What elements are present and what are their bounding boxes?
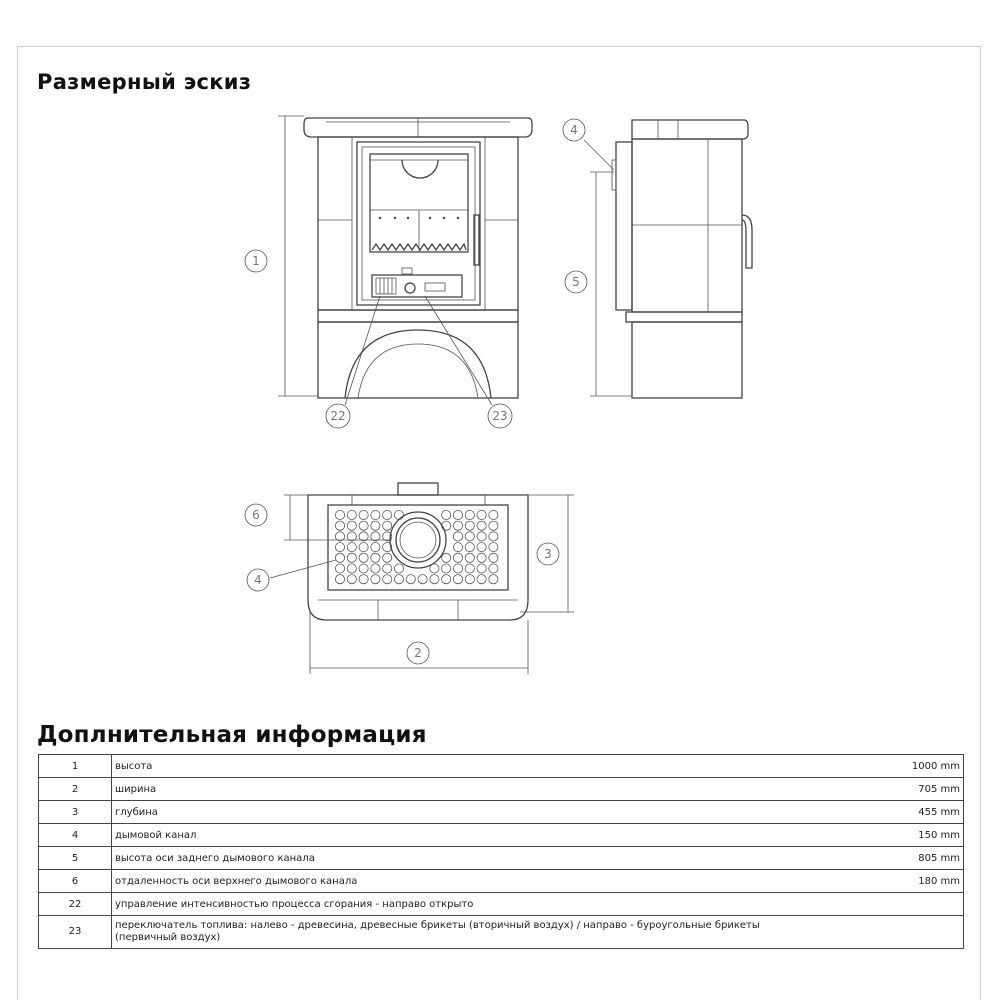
callout-4	[563, 119, 585, 141]
row-number: 5	[39, 847, 112, 870]
grate-hole	[371, 564, 380, 573]
callout-4-top	[247, 569, 269, 591]
grate-hole	[394, 510, 403, 519]
grate-hole	[371, 575, 380, 584]
row-number: 6	[39, 870, 112, 893]
grate-hole	[335, 575, 344, 584]
grate-hole	[371, 510, 380, 519]
table-row	[39, 801, 964, 824]
grate-hole	[453, 553, 462, 562]
table-row	[39, 870, 964, 893]
grate-hole	[453, 575, 462, 584]
grate-hole	[442, 521, 451, 530]
grate-hole	[335, 543, 344, 552]
grate-hole	[383, 510, 392, 519]
svg-text:1: 1	[252, 254, 260, 268]
row-number: 3	[39, 801, 112, 824]
grate-hole	[359, 521, 368, 530]
grate-hole	[359, 553, 368, 562]
callout-23	[488, 404, 512, 428]
grate-hole	[465, 532, 474, 541]
grate-hole	[359, 543, 368, 552]
grate-hole	[489, 521, 498, 530]
grate-hole	[418, 575, 427, 584]
grate-hole	[347, 521, 356, 530]
grate-hole	[453, 521, 462, 530]
grate-hole	[394, 575, 403, 584]
grate-hole	[394, 564, 403, 573]
grate-hole	[465, 553, 474, 562]
grate-hole	[477, 564, 486, 573]
table-row	[39, 778, 964, 801]
grate-hole	[430, 575, 439, 584]
grate-hole	[371, 543, 380, 552]
callout-2	[407, 642, 429, 664]
row-value: 705 mm	[867, 778, 964, 801]
svg-text:22: 22	[330, 409, 346, 423]
grate-hole	[335, 510, 344, 519]
grate-hole	[489, 553, 498, 562]
svg-text:4: 4	[570, 123, 578, 137]
grate-hole	[489, 543, 498, 552]
grate-hole	[442, 575, 451, 584]
grate-hole	[359, 510, 368, 519]
grate-hole	[442, 553, 451, 562]
row-value: 180 mm	[867, 870, 964, 893]
grate-hole	[453, 532, 462, 541]
grate-hole	[453, 564, 462, 573]
callout-6	[245, 504, 267, 526]
grate-hole	[347, 543, 356, 552]
grate-hole	[465, 575, 474, 584]
table-row	[39, 755, 964, 778]
grate-hole	[442, 510, 451, 519]
callout-22	[326, 404, 350, 428]
callout-5	[565, 271, 587, 293]
grate-hole	[489, 510, 498, 519]
grate-hole	[453, 510, 462, 519]
row-description: высота оси заднего дымового канала	[112, 847, 868, 870]
grate-hole	[347, 575, 356, 584]
grate-hole	[477, 553, 486, 562]
table-row	[39, 824, 964, 847]
side-view	[584, 120, 752, 398]
table-row	[39, 893, 964, 916]
grate-hole	[359, 564, 368, 573]
row-number: 2	[39, 778, 112, 801]
svg-text:6: 6	[252, 508, 260, 522]
grate-hole	[383, 564, 392, 573]
row-value: 805 mm	[867, 847, 964, 870]
info-title: Доплнительная информация	[37, 722, 427, 748]
svg-text:2: 2	[414, 646, 422, 660]
table-row	[39, 916, 964, 949]
grate-hole	[383, 575, 392, 584]
row-description: дымовой канал	[112, 824, 868, 847]
grate-hole	[347, 510, 356, 519]
grate-hole	[335, 553, 344, 562]
grate-hole	[406, 575, 415, 584]
row-description: глубина	[112, 801, 868, 824]
grate-hole	[489, 532, 498, 541]
grate-hole	[453, 543, 462, 552]
front-view	[278, 116, 532, 405]
row-value: 1000 mm	[867, 755, 964, 778]
row-description-text: переключатель топлива: налево - древесина, древесные брикеты (вторичный воздух) / направо - буроугольные брикеты (первичный воздух)	[115, 920, 760, 943]
grate-hole	[465, 510, 474, 519]
table-row	[39, 847, 964, 870]
sketch-title: Размерный эскиз	[37, 70, 252, 94]
row-description: ширина	[112, 778, 868, 801]
svg-text:4: 4	[254, 573, 262, 587]
row-number: 1	[39, 755, 112, 778]
grate-hole	[489, 575, 498, 584]
top-view	[270, 483, 574, 674]
grate-hole	[335, 564, 344, 573]
grate-hole	[383, 521, 392, 530]
grate-hole	[371, 553, 380, 562]
grate-hole	[335, 521, 344, 530]
info-table	[38, 754, 964, 949]
row-number: 23	[39, 916, 112, 949]
grate-hole	[465, 521, 474, 530]
grate-hole	[347, 564, 356, 573]
grate-hole	[359, 575, 368, 584]
grate-hole	[371, 521, 380, 530]
row-description: управление интенсивностью процесса сгорания - направо открыто	[112, 893, 964, 916]
grate-hole	[477, 532, 486, 541]
grate-hole	[383, 553, 392, 562]
grate-hole	[477, 543, 486, 552]
grate-hole	[477, 521, 486, 530]
row-value: 455 mm	[867, 801, 964, 824]
grate-hole	[465, 543, 474, 552]
grate-hole	[347, 553, 356, 562]
grate-hole	[465, 564, 474, 573]
row-description	[112, 916, 964, 949]
svg-text:23: 23	[492, 409, 508, 423]
grate-hole	[442, 564, 451, 573]
callout-3	[537, 543, 559, 565]
row-description: отдаленность оси верхнего дымового канала	[112, 870, 868, 893]
callout-1	[245, 250, 267, 272]
svg-text:3: 3	[544, 547, 552, 561]
row-number: 22	[39, 893, 112, 916]
svg-text:5: 5	[572, 275, 580, 289]
grate-hole	[477, 575, 486, 584]
grate-hole	[489, 564, 498, 573]
grate-hole	[477, 510, 486, 519]
row-value: 150 mm	[867, 824, 964, 847]
row-description: высота	[112, 755, 868, 778]
row-number: 4	[39, 824, 112, 847]
